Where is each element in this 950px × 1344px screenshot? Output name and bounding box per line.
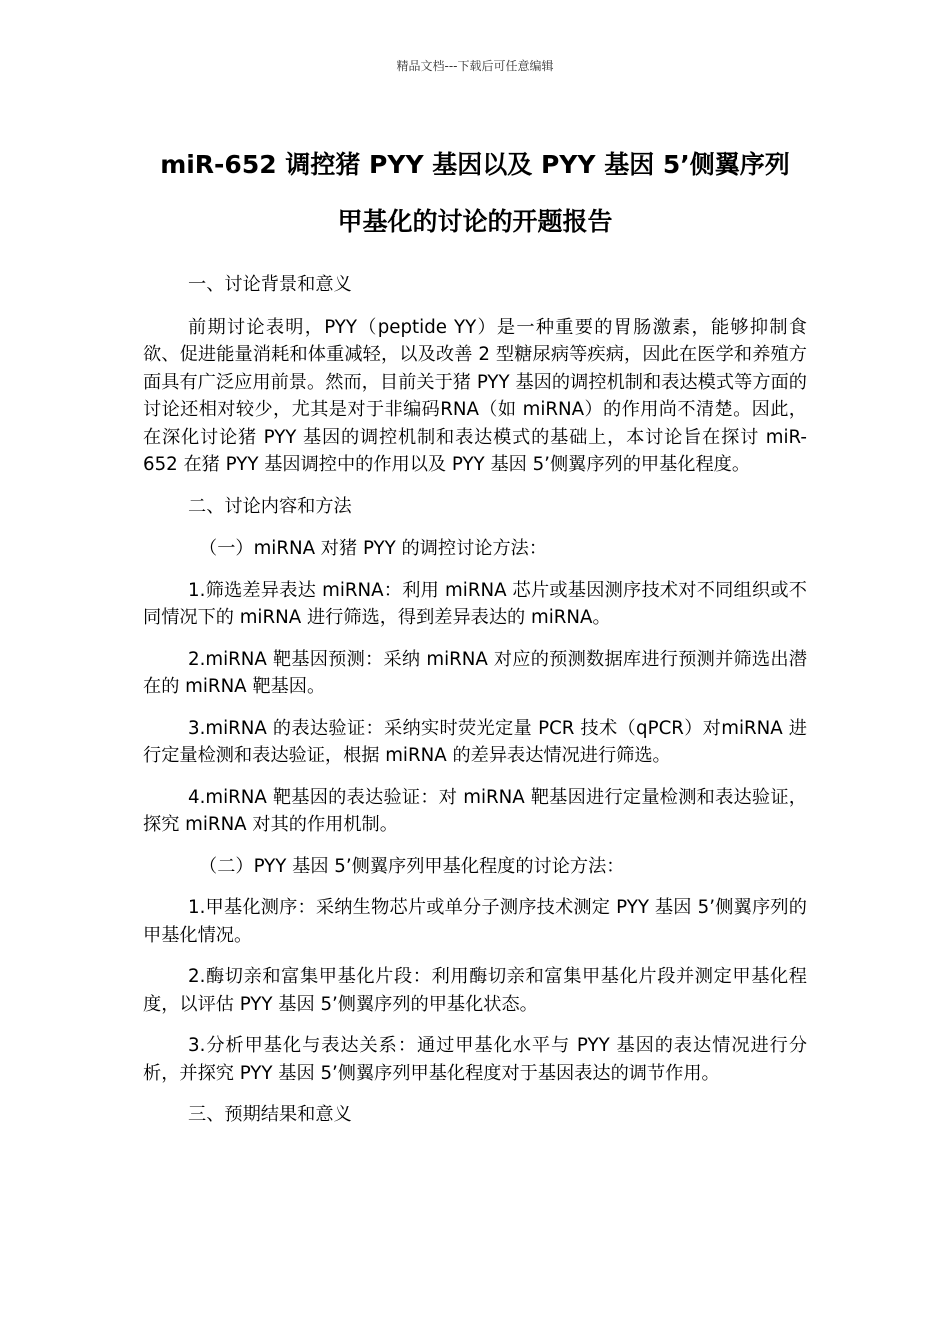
method-step-enzyme-enrichment: 2.酶切亲和富集甲基化片段：利用酶切亲和富集甲基化片段并测定甲基化程度，以评估 PYY 基因 5’侧翼序列的甲基化状态。 — [143, 966, 807, 1015]
method-step-target-prediction: 2.miRNA 靶基因预测：采纳 miRNA 对应的预测数据库进行预测并筛选出潜在的 miRNA 靶基因。 — [143, 648, 807, 697]
section-heading-content-methods: 二、讨论内容和方法 — [188, 495, 352, 517]
method-step-methylation-expression: 3.分析甲基化与表达关系：通过甲基化水平与 PYY 基因的表达情况进行分析，并探究 PYY 基因 5’侧翼序列甲基化程度对于基因表达的调节作用。 — [143, 1035, 807, 1084]
title-line-2: 甲基化的讨论的开题报告 — [337, 207, 613, 236]
header-note: 精品文档---下载后可任意编辑 — [396, 59, 554, 73]
method-step-mirna-screening: 1.筛选差异表达 miRNA：利用 miRNA 芯片或基因测序技术对不同组织或不同情况下的 miRNA 进行筛选，得到差异表达的 miRNA。 — [143, 579, 807, 628]
method-step-expression-validation: 3.miRNA 的表达验证：采纳实时荧光定量 PCR 技术（qPCR）对miRNA 进行定量检测和表达验证，根据 miRNA 的差异表达情况进行筛选。 — [143, 717, 807, 766]
subheading-mirna-regulation: （一）miRNA 对猪 PYY 的调控讨论方法： — [199, 538, 548, 559]
document-body — [143, 271, 807, 1144]
method-step-target-validation: 4.miRNA 靶基因的表达验证：对 miRNA 靶基因进行定量检测和表达验证，探究 miRNA 对其的作用机制。 — [143, 786, 807, 835]
document-title — [120, 136, 830, 250]
subheading-methylation: （二）PYY 基因 5’侧翼序列甲基化程度的讨论方法： — [199, 855, 625, 877]
title-line-1: miR-652 调控猪 PYY 基因以及 PYY 基因 5’侧翼序列 — [160, 150, 790, 179]
method-step-methylation-sequencing: 1.甲基化测序：采纳生物芯片或单分子测序技术测定 PYY 基因 5’侧翼序列的甲基化情况。 — [143, 897, 807, 946]
section-heading-background: 一、讨论背景和意义 — [188, 274, 352, 295]
section-heading-expected-results: 三、预期结果和意义 — [188, 1104, 352, 1125]
paragraph-background: 前期讨论表明，PYY（peptide YY）是一种重要的胃肠激素，能够抑制食欲、促进能量消耗和体重减轻，以及改善 2 型糖尿病等疾病，因此在医学和养殖方面具有广泛应用前景。然而，目前关于猪 PYY 基因的调控机制和表达模式等方面的讨论还相对较少，尤其是对于非编码RNA（如 miRNA）的作用尚不清楚。因此，在深化讨论猪 PYY 基因的调控机制和表达模式的基础上，本讨论旨在探讨 miR-652 在猪 PYY 基因调控中的作用以及 PYY 基因 5’侧翼序列的甲基化程度。 — [143, 316, 807, 475]
